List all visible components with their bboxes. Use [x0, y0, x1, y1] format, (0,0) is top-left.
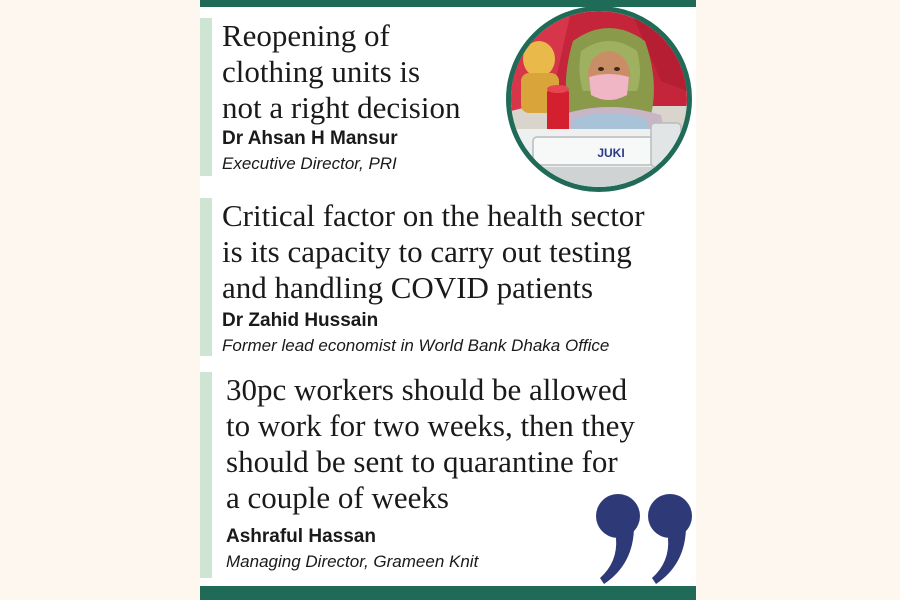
author-title: Executive Director, PRI	[222, 154, 397, 173]
quote-line: Critical factor on the health sector	[222, 198, 645, 233]
quote-accent-bar	[200, 372, 212, 578]
quote-line: is its capacity to carry out testing	[222, 234, 632, 269]
quote-text	[222, 198, 645, 306]
machine-label: JUKI	[597, 146, 625, 160]
photo-illustration	[511, 11, 687, 187]
bottom-border	[200, 586, 696, 600]
quote-line: Reopening of	[222, 18, 390, 53]
author-name: Ashraful Hassan	[226, 526, 376, 547]
quote-line: to work for two weeks, then they	[226, 408, 635, 443]
quote-accent-bar	[200, 198, 212, 356]
quote-line: 30pc workers should be allowed	[226, 372, 628, 407]
author-name: Dr Ahsan H Mansur	[222, 128, 398, 149]
author-title: Former lead economist in World Bank Dhaka Office	[222, 336, 610, 355]
quote-line: should be sent to quarantine for	[226, 444, 618, 479]
quote-text	[226, 372, 635, 516]
quote-line: a couple of weeks	[226, 480, 449, 515]
quote-accent-bar	[200, 18, 212, 176]
top-border	[200, 0, 696, 7]
closing-quote-icon	[590, 486, 696, 591]
author-name: Dr Zahid Hussain	[222, 310, 379, 331]
quote-text	[222, 18, 460, 126]
garment-worker-photo	[506, 6, 692, 192]
quote-card	[200, 0, 696, 600]
quote-line: not a right decision	[222, 90, 461, 125]
author-title: Managing Director, Grameen Knit	[226, 552, 479, 571]
quote-mark-icon	[590, 486, 696, 586]
quote-line: clothing units is	[222, 54, 421, 89]
quote-line: and handling COVID patients	[222, 270, 594, 305]
